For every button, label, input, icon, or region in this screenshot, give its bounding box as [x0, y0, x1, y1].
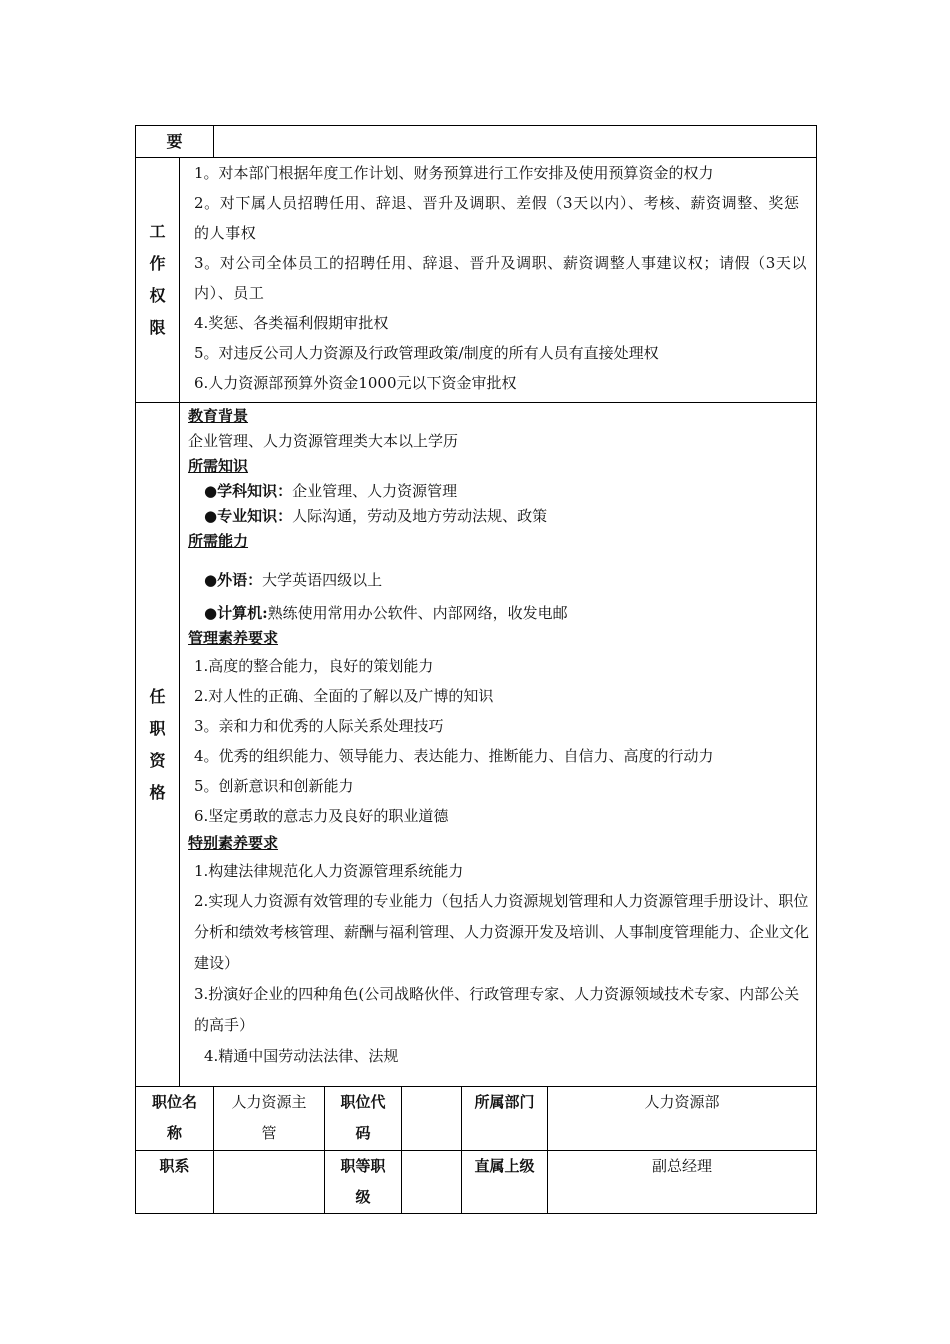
- grade-value: [402, 1151, 462, 1214]
- bullet-icon: ●: [204, 507, 218, 525]
- info-row-2: [136, 1151, 817, 1214]
- authority-item-6: 6.人力资源部预算外资金1000元以下资金审批权: [194, 374, 517, 392]
- position-code-value: [402, 1087, 462, 1151]
- authority-item-3: 3。对公司全体员工的招聘任用、辞退、晋升及调职、薪资调整人事建议权；请假（3天以内）、员工: [194, 254, 808, 302]
- mgmt-items: [188, 651, 810, 831]
- ability-heading: 所需能力: [188, 532, 249, 550]
- work-authority-label: 工 作 权 限: [136, 158, 180, 403]
- special-item-3: 3.扮演好企业的四种角色(公司战略伙伴、行政管理专家、人力资源领域技术专家、内部公关的高手）: [194, 985, 800, 1034]
- bullet-icon: ●: [204, 571, 218, 589]
- mgmt-item-5: 5。创新意识和创新能力: [194, 777, 354, 795]
- mgmt-item-1: 1.高度的整合能力，良好的策划能力: [194, 657, 434, 675]
- department-label: 所属部门: [462, 1087, 548, 1151]
- ability-item-computer: ●计算机:熟练使用常用办公软件、内部网络，收发电邮: [204, 604, 568, 622]
- education-text: 企业管理、人力资源管理类大本以上学历: [188, 432, 459, 450]
- qualifications-content: [180, 403, 817, 1087]
- mgmt-item-6: 6.坚定勇敢的意志力及良好的职业道德: [194, 807, 449, 825]
- job-description-document: [135, 125, 816, 1214]
- knowledge-item-subject: ●学科知识：企业管理、人力资源管理: [204, 482, 458, 500]
- position-name-value: 人力资源主管: [214, 1087, 325, 1151]
- superior-value: 副总经理: [548, 1151, 817, 1214]
- superior-label: 直属上级: [462, 1151, 548, 1214]
- work-authority-content: [180, 158, 817, 403]
- mgmt-item-4: 4。优秀的组织能力、领导能力、表达能力、推断能力、自信力、高度的行动力: [194, 747, 714, 765]
- grade-label: 职等职级: [325, 1151, 402, 1214]
- position-code-label: 职位代码: [325, 1087, 402, 1151]
- top-row-label: 要: [136, 126, 214, 158]
- work-authority-row: [136, 158, 817, 403]
- info-row-1: [136, 1087, 817, 1151]
- series-label: 职系: [136, 1151, 214, 1214]
- ability-item-language: ●外语：大学英语四级以上: [204, 571, 383, 589]
- series-value: [214, 1151, 325, 1214]
- bullet-icon: ●: [204, 604, 218, 622]
- bullet-icon: ●: [204, 482, 218, 500]
- authority-item-1: 1。对本部门根据年度工作计划、财务预算进行工作安排及使用预算资金的权力: [194, 164, 714, 182]
- department-value: 人力资源部: [548, 1087, 817, 1151]
- mgmt-heading: 管理素养要求: [188, 629, 279, 647]
- education-heading: 教育背景: [188, 407, 249, 425]
- special-heading: 特别素养要求: [188, 834, 279, 852]
- knowledge-item-professional: ●专业知识：人际沟通，劳动及地方劳动法规、政策: [204, 507, 548, 525]
- knowledge-heading: 所需知识: [188, 457, 249, 475]
- qualifications-label: 任 职 资 格: [136, 403, 180, 1087]
- special-item-4: 4.精通中国劳动法法律、法规: [204, 1047, 399, 1065]
- qualifications-row: [136, 403, 817, 1087]
- top-row: [136, 126, 817, 158]
- job-description-table: [135, 125, 817, 1214]
- authority-item-5: 5。对违反公司人力资源及行政管理政策/制度的所有人员有直接处理权: [194, 344, 659, 362]
- top-row-content: [214, 126, 817, 158]
- mgmt-item-2: 2.对人性的正确、全面的了解以及广博的知识: [194, 687, 494, 705]
- authority-item-4: 4.奖惩、各类福利假期审批权: [194, 314, 389, 332]
- mgmt-item-3: 3。亲和力和优秀的人际关系处理技巧: [194, 717, 444, 735]
- special-item-1: 1.构建法律规范化人力资源管理系统能力: [194, 862, 464, 880]
- special-item-2: 2.实现人力资源有效管理的专业能力（包括人力资源规划管理和人力资源管理手册设计、职位分析和绩效考核管理、薪酬与福利管理、人力资源开发及培训、人事制度管理能力、企业文化建设）: [194, 892, 810, 972]
- authority-item-2: 2。对下属人员招聘任用、辞退、晋升及调职、差假（3天以内）、考核、薪资调整、奖惩的人事权: [194, 194, 800, 242]
- special-items: [188, 856, 810, 1071]
- position-name-label: 职位名称: [136, 1087, 214, 1151]
